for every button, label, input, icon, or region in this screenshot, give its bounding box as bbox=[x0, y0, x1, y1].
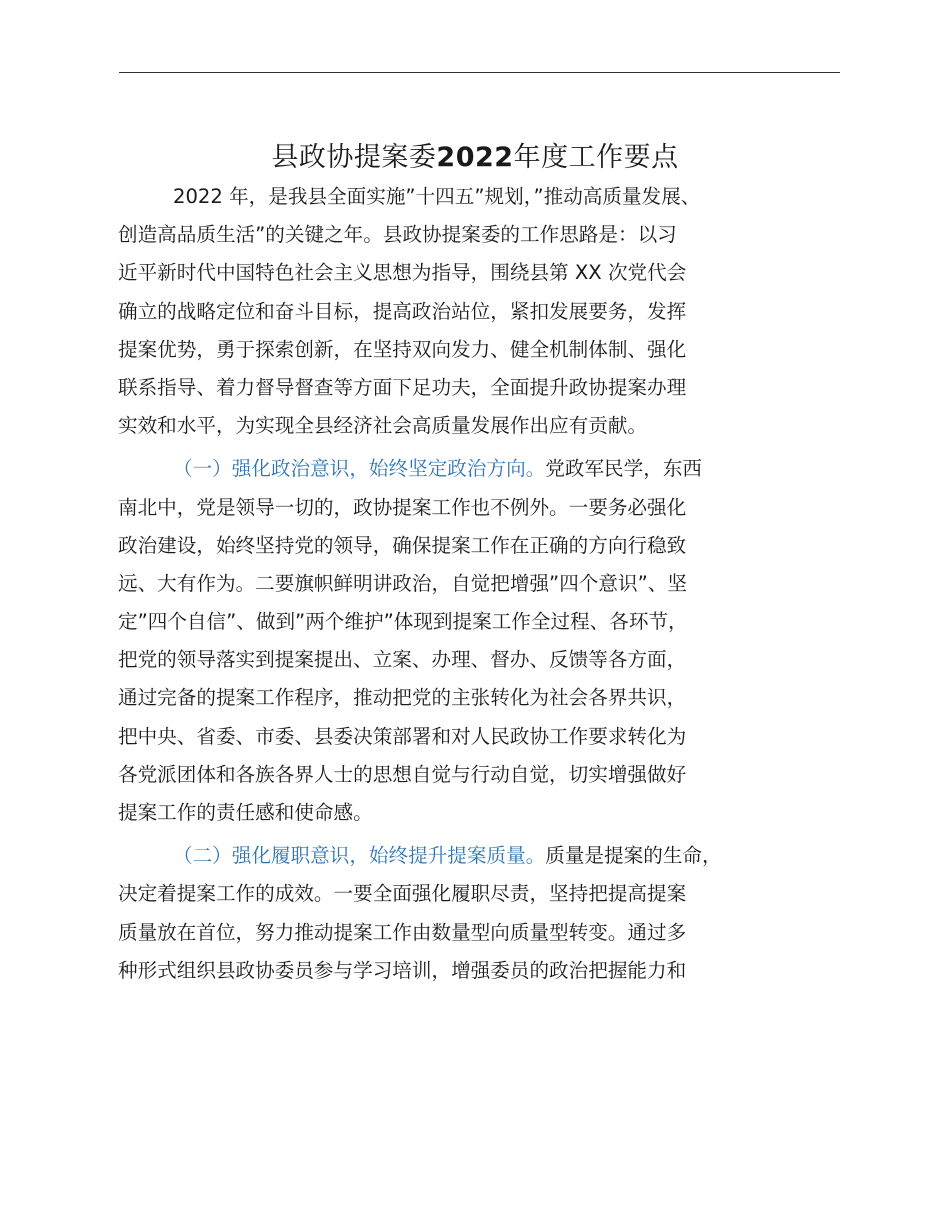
title-year: 2022 bbox=[436, 142, 514, 173]
paragraph-line: 提案工作的责任感和使命感。 bbox=[118, 801, 373, 824]
section-first-line bbox=[118, 837, 844, 875]
intro-paragraph bbox=[118, 178, 844, 445]
paragraph-line: 把中央、省委、市委、县委决策部署和对人民政协工作要求转化为 bbox=[118, 724, 687, 748]
paragraph-line: 决定着提案工作的成效。一要全面强化履职尽责，坚持把提高提案 bbox=[118, 882, 687, 906]
paragraph-line: 创造高品质生活”的关键之年。县政协提案委的工作思路是：以习 bbox=[118, 223, 677, 247]
paragraph-line: 把党的领导落实到提案提出、立案、办理、督办、反馈等各方面， bbox=[118, 648, 687, 672]
paragraph-line: 通过完备的提案工作程序，推动把党的主张转化为社会各界共识， bbox=[118, 686, 687, 710]
paragraph-line: 实效和水平，为实现全县经济社会高质量发展作出应有贡献。 bbox=[118, 414, 648, 438]
paragraph-line: 2022 年，是我县全面实施”十四五”规划，”推动高质量发展、 bbox=[173, 185, 701, 208]
section-two-heading: （二）强化履职意识，始终提升提案质量。 bbox=[173, 844, 546, 868]
section-one-heading: （一）强化政治意识，始终坚定政治方向。 bbox=[173, 457, 546, 481]
title-prefix: 县政协提案委 bbox=[271, 142, 437, 173]
title-suffix: 年度工作要点 bbox=[513, 142, 679, 173]
paragraph-line: 各党派团体和各族各界人士的思想自觉与行动自觉，切实增强做好 bbox=[118, 762, 687, 786]
paragraph-line: 南北中，党是领导一切的，政协提案工作也不例外。一要务必强化 bbox=[118, 495, 687, 519]
paragraph-line: 提案优势，勇于探索创新，在坚持双向发力、健全机制体制、强化 bbox=[118, 337, 687, 361]
section-two-paragraph bbox=[118, 837, 844, 990]
paragraph-line: 确立的战略定位和奋斗目标，提高政治站位，紧扣发展要务，发挥 bbox=[118, 299, 687, 323]
paragraph-line: 联系指导、着力督导督查等方面下足功夫，全面提升政协提案办理 bbox=[118, 375, 687, 399]
paragraph-line: 质量放在首位，努力推动提案工作由数量型向质量型转变。通过多 bbox=[118, 920, 687, 944]
section-one-paragraph bbox=[118, 450, 844, 832]
page-title bbox=[0, 138, 950, 178]
document-body bbox=[118, 178, 844, 990]
header-rule bbox=[119, 72, 840, 73]
section-two-lead: 质量是提案的生命， bbox=[545, 844, 722, 868]
paragraph-line: 近平新时代中国特色社会主义思想为指导，围绕县第 XX 次党代会 bbox=[118, 261, 687, 285]
section-first-line bbox=[118, 450, 844, 488]
paragraph-line: 种形式组织县政协委员参与学习培训，增强委员的政治把握能力和 bbox=[118, 958, 687, 982]
section-one-lead: 党政军民学，东西 bbox=[545, 457, 703, 481]
paragraph-line: 远、大有作为。二要旗帜鲜明讲政治，自觉把增强”四个意识”、坚 bbox=[118, 571, 687, 595]
paragraph-line: 定”四个自信”、做到”两个维护”体现到提案工作全过程、各环节， bbox=[118, 610, 688, 634]
paragraph-line: 政治建设，始终坚持党的领导，确保提案工作在正确的方向行稳致 bbox=[118, 533, 687, 557]
